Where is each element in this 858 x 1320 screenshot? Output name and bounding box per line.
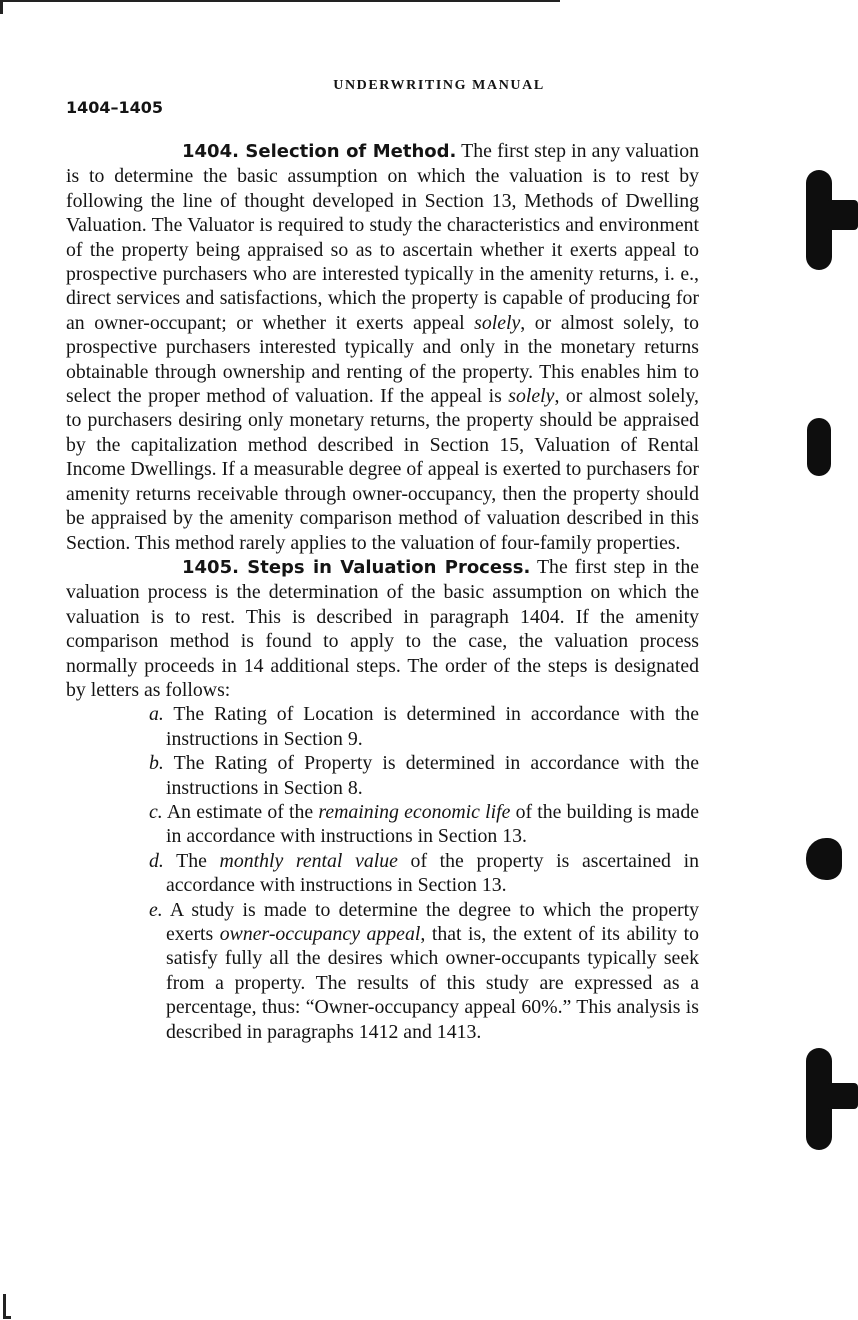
corner-mark: [3, 1316, 11, 1319]
body-text: [66, 139, 699, 1044]
running-head: UNDERWRITING MANUAL: [333, 78, 545, 93]
emphasis-owner-occupancy-appeal: owner-occupancy appeal: [219, 923, 421, 945]
step-text-pre: An estimate of the: [162, 800, 319, 823]
text-1404-part-2: , or almost solely, to prospective purchasers interested typically and only in the monetary returns obtainable through ownership and renting of the property. This enables him to select the proper method of valuation. If the appeal is: [66, 311, 699, 408]
step-e: [66, 898, 699, 1044]
step-letter: c.: [149, 800, 163, 823]
heading-1405: 1405. Steps in Valuation Process.: [182, 556, 531, 578]
page-range: 1404–1405: [66, 98, 164, 117]
step-d: [66, 849, 699, 898]
step-text: The Rating of Property is determined in accordance with the instructions in Section 8.: [163, 752, 699, 799]
step-text-pre: A study is made to determine the degree to which the property exerts: [162, 898, 699, 945]
step-text: The Rating of Location is determined in accordance with the instructions in Section 9.: [163, 703, 699, 750]
binding-hole-mark: [826, 1083, 858, 1109]
text-1404-part-3: , or almost solely, to purchasers desiring only monetary returns, the property should be appraised by the capitalization method described in Section 15, Valuation of Rental Income Dwellings. If a measurable degree of appeal is exerted to purchasers for amenity returns receivable through owner-occupancy, then the property should be appraised by the amenity comparison method of valuation described in this Section. This method rarely applies to the valuation of four-family properties.: [66, 385, 700, 554]
step-letter: e.: [149, 898, 163, 921]
step-text-post: , that is, the extent of its ability to satisfy fully all the desires which owner-occupants typically seek from a property. The results of this study are expressed as a percentage, thus: “Owner-occupancy appeal 60%.” This analysis is described in paragraphs 1412 and 1413.: [166, 923, 699, 1043]
emphasis-solely-2: solely: [508, 385, 555, 408]
paragraph-1404: [66, 139, 699, 555]
corner-mark: [3, 1294, 6, 1318]
paragraph-1405: [66, 555, 699, 702]
step-letter: a.: [149, 703, 164, 726]
steps-list: [66, 702, 699, 1044]
text-1405: The first step in the valuation process is the determination of the basic assumption on which the valuation is to rest. This is described in paragraph 1404. If the amenity comparison method is found to apply to the case, the valuation process normally proceeds in 14 additional steps. The order of the steps is designated by letters as follows:: [66, 555, 699, 701]
emphasis-remaining-economic-life: remaining economic life: [318, 800, 511, 823]
binding-hole-mark: [807, 418, 831, 476]
step-a: [66, 702, 699, 751]
heading-1404: 1404. Selection of Method.: [182, 141, 457, 162]
step-text-pre: The: [163, 849, 220, 872]
step-c: [66, 800, 699, 849]
step-text-post: of the property is ascertained in accordance with instructions in Section 13.: [166, 849, 699, 897]
emphasis-solely-1: solely: [474, 311, 521, 334]
top-rule-corner: [0, 0, 3, 14]
top-rule: [0, 0, 560, 2]
step-letter: b.: [149, 752, 164, 775]
binding-hole-mark: [826, 200, 858, 230]
step-letter: d.: [149, 849, 164, 872]
emphasis-monthly-rental-value: monthly rental value: [219, 849, 398, 872]
binding-hole-mark: [806, 838, 842, 880]
text-1404-part-1: The first step in any valuation is to determine the basic assumption on which the valuation is to rest by following the line of thought developed in Section 13, Methods of Dwelling Valuation. The Valuator is required to study the characteristics and environment of the property being appraised so as to ascertain whether it exerts appeal to prospective purchasers who are interested typically in the amenity returns, i. e., direct services and satisfactions, which the property is capable of producing for an owner-occupant; or whether it exerts appeal: [66, 140, 699, 334]
step-b: [66, 751, 699, 800]
step-text-post: of the building is made in accordance with instructions in Section 13.: [166, 800, 699, 848]
